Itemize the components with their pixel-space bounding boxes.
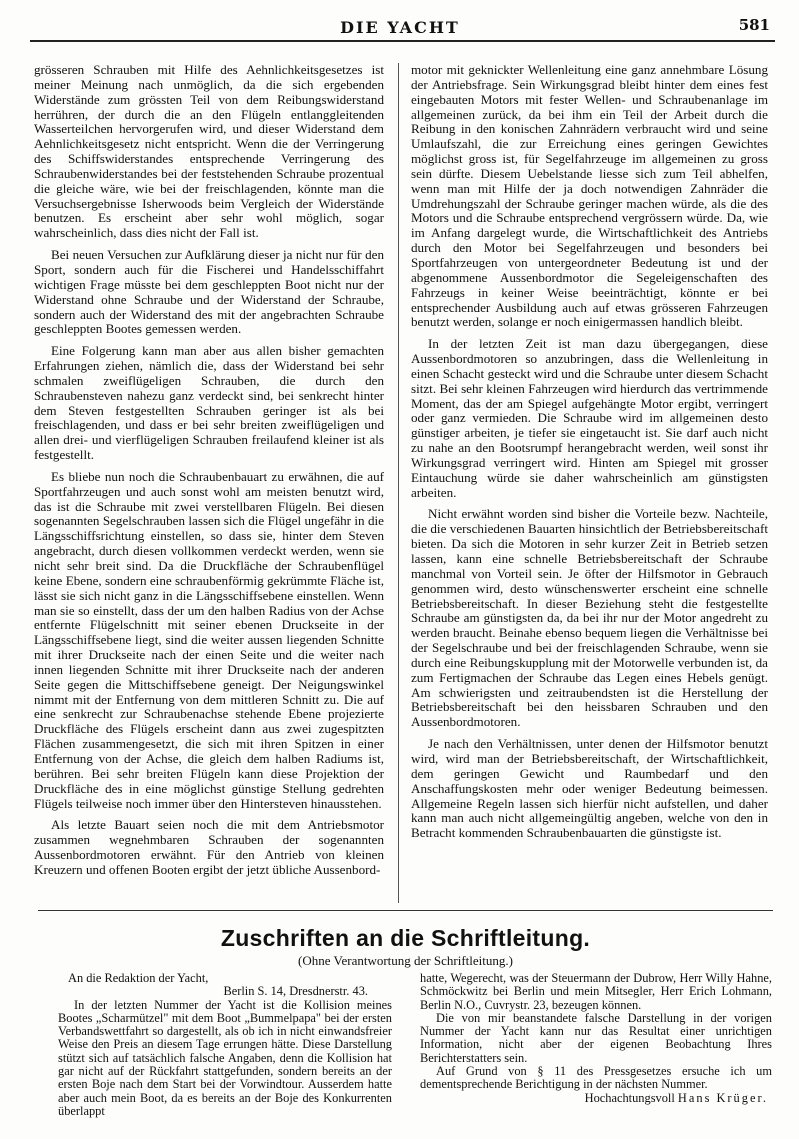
letter-right-column (420, 972, 772, 1105)
letter-salutation: An die Redaktion der Yacht, (68, 971, 209, 985)
letter-signature-line (420, 1092, 772, 1105)
section-subtitle: (Ohne Verantwortung der Schriftleitung.) (298, 953, 513, 968)
article-paragraph: Je nach den Verhältnissen, unter denen der Hilfsmotor benutzt wird, wird man der Betriebsbereitschaft, der Wirtschaftlichkeit, dem geringen Gewicht und Raumbedarf und den Anschaffungskosten mehr oder weniger Bedeutung beimessen. Allgemeine Regeln lassen sich hierfür nicht aufstellen, und daher kann man auch nicht allgemeingültig angeben, welche von den in Betracht kommenden Schraubenbauarten die günstigste ist. (411, 736, 768, 841)
article-paragraph: Nicht erwähnt worden sind bisher die Vorteile bezw. Nachteile, die die verschiedenen Bauarten hinsichtlich der Betriebsbereitschaft bieten. Da sich die Motoren in sehr kurzer Zeit in Betrieb setzen lassen, kann eine schnelle Betriebsbereitschaft der Schraube manchmal von Vorteil sein. Je öfter der Hilfsmotor in Gebrauch genommen wird, desto wünschenswerter erscheint eine schnelle Betriebsbereitschaft. In dieser Beziehung steht die festgestellte Schraube am günstigsten da, da bei ihr nur der Motor angedreht zu werden braucht. Beinahe ebenso bequem liegen die Verhältnisse bei der Segelschraube und bei der freischlagenden Schraube, wenn sie durch eine Reibungskupplung mit der Motorwelle verbunden ist, da zum Fertigmachen der Schraube das Legen eines Hebels genügt. Am schwierigsten und zeitraubendsten ist die Herstellung der Betriebsbereitschaft bei den heissbaren Schrauben und den Aussenbordmotoren. (411, 506, 768, 730)
article-paragraph: In der letzten Zeit ist man dazu übergegangen, diese Aussenbordmotoren so anzubringen, dass die Wellenleitung in einen Schacht gesteckt wird und die Schraube unter diesem Schacht sitzt. Bei sehr kleinen Fahrzeugen wird hierdurch das vertrimmende Moment, das der am Spiegel aufgehängte Motor ergibt, verringert oder ganz vermieden. Die Schraube wird im allgemeinen desto günstiger arbeiten, je tiefer sie eingetaucht ist. Sie darf auch nicht zu nahe an den Bootsrumpf herangebracht werden, weil sonst ihr Wirkungsgrad verringert wird. Hinten am Spiegel mit grosser Eintauchung würde sie daher wahrscheinlich am günstigsten arbeiten. (411, 336, 768, 500)
letter-paragraph: In der letzten Nummer der Yacht ist die Kollision meines Bootes „Scharmützel" mit dem Boot „Bummelpapa" bei der ersten Verbandswettfahrt so dargestellt, als ob ich in nicht einwandsfreier Weise den Preis an diesem Tage errungen hätte. Diese Darstellung stützt sich auf tatsächlich falsche Angaben, denn die Kollision hat gar nicht auf der Rückfahrt stattgefunden, sondern bereits an der ersten Boje nach dem Start bei der Vorwindtour. Ausserdem hatte aber auch mein Boot, da es bereits an der Boje des Konkurrenten überlappt (58, 997, 392, 1118)
section-rule (38, 910, 773, 911)
header-rule (30, 40, 775, 42)
article-paragraph: Eine Folgerung kann man aber aus allen bisher gemachten Erfahrungen ziehen, nämlich die, dass der Widerstand bei sehr schmalen zweiflügeligen Schrauben, die durch den Schraubensteven nahezu ganz verdeckt sind, bei senkrecht hinter dem Steven festgestellten Schrauben geringer ist als bei freischlagenden, und dass er bei sehr breiten zweiflügeligen und allen drei- und vierflügeligen Schrauben freilaufend kleiner ist als festgestellt. (34, 343, 384, 463)
letter-location: Berlin S. 14, Dresdnerstr. 43. (223, 984, 368, 999)
section-title: Zuschriften an die Schriftleitung. (220, 925, 591, 951)
letter-paragraph: Auf Grund von § 11 des Pressgesetzes ersuche ich um dementsprechende Berichtigung in der nächsten Nummer. (420, 1064, 772, 1092)
article-paragraph: motor mit geknickter Wellenleitung eine ganz annehmbare Lösung der Antriebsfrage. Sein Wirkungsgrad bleibt hinter dem eines fest eingebauten Motors mit fester Wellen- und Schraubenanlage im allgemeinen zurück, da bei ihm ein Teil der Arbeit durch die Reibung in den konischen Zahnrädern verbraucht wird und seine Umlaufszahl, die zur Erreichung eines geringen Gewichtes möglichst gross ist, für Segelfahrzeuge im allgemeinen zu gross sein dürfte. Diesem Uebelstande liesse sich zum Teil abhelfen, wenn man mit Hilfe der ja doch notwendigen Zahnräder die Umdrehungszahl der Schraube geringer machen würde, als die des Motors und die Schraube entsprechend vergrössern würde. Da, wie im Anfang dargelegt wurde, die Wirtschaftlichkeit des Antriebs durch den Motor bei Segelfahrzeugen und besonders bei Sportfahrzeugen von untergeordneter Bedeutung ist und der abgenommene Aussenbordmotor die Segeleigenschaften des Fahrzeugs in keiner Weise beeinträchtigt, könnte er bei entsprechender Ausbildung auch auf etwas grösseren Fahrzeugen benutzt werden, solange er noch einigermassen handlich bleibt. (411, 62, 768, 330)
masthead-title: DIE YACHT (340, 18, 460, 37)
article-paragraph: Es bliebe nun noch die Schraubenbauart zu erwähnen, die auf Sportfahrzeugen und auch sonst wohl am meisten benutzt wird, das ist die Schraube mit zwei verstellbaren Flügeln. Bei diesen sogenannten Segelschrauben lassen sich die Flügel ungefähr in die Längsschiffsrichtung einstellen, so dass sie, hinter dem Steven angebracht, durch diesen vollkommen verdeckt werden, wenn sie nicht sehr breit sind. Da die Druckfläche der Schraubenflügel keine Ebene, sondern eine schraubenförmig gekrümmte Fläche ist, lässt sie sich nicht ganz in die Längsschiffsebene einstellen. Wenn man sie so einstellt, dass der um den halben Radius von der Achse entfernte Flügelschnitt mit seiner ebenen Druckseite in der Längsschiffsebene liegt, sind die weiter aussen liegenden Schnitte mit ihrer Druckseite nach der einen Seite und die weiter nach innen liegenden Schnitte mit ihrer Druckseite nach der anderen Seite gegen die Mittschiffsebene geneigt. Der Neigungswinkel nimmt mit der Entfernung von dem mittleren Schnitt zu. Die auf eine senkrecht zur Schraubenachse stehende Ebene projezierte Druckfläche des Flügels erscheint dann aus zwei zugespitzten Flächen zusammengesetzt, die sich mit ihren Spitzen in einer Entfernung von der Achse, die gleich dem halben Radiums ist, berühren. Bei sehr breiten Flügeln kann diese Projektion der Druckfläche des in eine möglichst günstige Stellung gedrehten Flügels teilweise noch immer über den Hintersteven hinausstehen. (34, 468, 384, 811)
column-divider (398, 63, 399, 903)
letter-closing: Hochachtungsvoll (584, 1090, 675, 1105)
masthead (30, 16, 770, 38)
article-paragraph: grösseren Schrauben mit Hilfe des Aehnlichkeitsgesetzes ist meiner Meinung nach unmöglich, da die sich ergebenden Widerstände zum grössten Teil von dem Reibungswiderstand herrühren, der durch die an den Flügeln entlanggleitenden Wasserteilchen hervorgerufen wird, und dieser Widerstand dem Aehnlichkeitsgesetz nicht entspricht. Wenn die der Verringerung des Schiffswiderstandes entsprechende Verringerung des Schraubenwiderstandes bei der feststehenden Schraube prozentual die gleiche wäre, wie bei der freischlagenden, könnte man die Versuchsergebnisse Isherwoods beim Vergleich der Widerstände benutzen. Es erscheint aber sehr wohl möglich, sogar wahrscheinlich, dass dies nicht der Fall ist. (34, 62, 384, 241)
letter-paragraph: hatte, Wegerecht, was der Steuermann der Dubrow, Herr Willy Hahne, Schmöckwitz bei Berlin und mein Mitsegler, Herr Erich Lohmann, Berlin N.O., Cuvrystr. 23, bezeugen können. (420, 971, 772, 1012)
article-left-column (34, 63, 384, 878)
article-paragraph: Bei neuen Versuchen zur Aufklärung dieser ja nicht nur für den Sport, sondern auch für die Fischerei und Handelsschiffahrt wichtigen Frage müsste bei dem geschleppten Boot nicht nur der Widerstand ohne Schraube und der Widerstand der Schraube, sondern auch der Widerstand des mit der angebrachten Schraube geschleppten Bootes gemessen werden. (34, 247, 384, 337)
article-right-column (411, 63, 768, 841)
letter-paragraph: Die von mir beanstandete falsche Darstellung in der vorigen Nummer der Yacht kann nur das Resultat einer unrichtigen Information, nicht aber der eigenen Beobachtung Ihres Berichterstatters sein. (420, 1010, 772, 1065)
page-number: 581 (738, 16, 770, 34)
article-paragraph: Als letzte Bauart seien noch die mit dem Antriebsmotor zusammen wegnehmbaren Schrauben der sogenannten Aussenbordmotoren erwähnt. Für den Antrieb von kleinen Kreuzern und offenen Booten ergibt der jetzt übliche Aussenbord- (34, 817, 384, 877)
letter-left-column (58, 972, 392, 1118)
letter-signature: Hans Krüger. (677, 1090, 768, 1105)
